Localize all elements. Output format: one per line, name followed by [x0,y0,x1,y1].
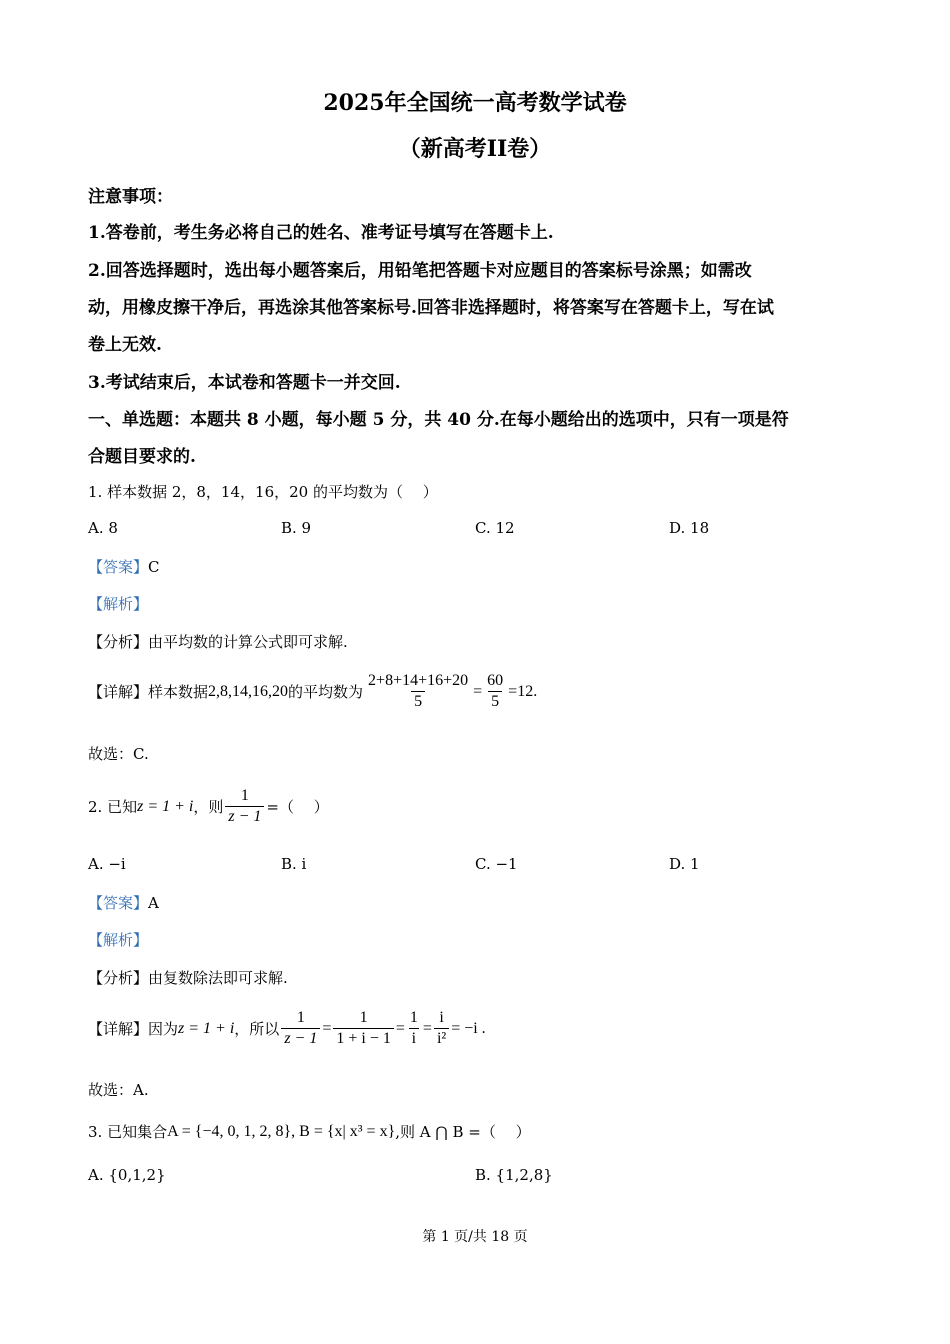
set-a: A = {−4, 0, 1, 2, 8} [167,1122,292,1140]
note-2-line-2: 动，用橡皮擦干净后，再选涂其他答案标号.回答非选择题时，将答案写在答题卡上，写在试 [88,298,774,318]
fraction-1 [281,1008,320,1049]
page-subtitle: （新高考II卷） [398,136,552,162]
fraction-denominator: i [409,1028,419,1049]
analysis-tag: 【分析】 [88,969,149,987]
q2-option-b: B. i [281,855,307,873]
q2-option-d: D. 1 [669,855,700,873]
fraction-denominator: 5 [411,691,425,712]
result: = −i . [451,1019,486,1037]
fraction-denominator: 1 + i − 1 [333,1028,394,1049]
q3-stem [88,1121,531,1142]
section-1-line-2: 合题目要求的. [88,447,196,467]
set-b: , B = {x| x³ = x} [291,1122,396,1140]
fraction-numerator: 1 [296,1009,305,1026]
fraction-2 [333,1008,394,1049]
q2-jiexi-tag: 【解析】 [88,931,149,949]
fraction-4 [434,1008,449,1049]
detail-tag: 【详解】 [88,1020,149,1038]
q2-option-c: C. −1 [475,855,518,873]
fraction-numerator: 1 [409,1009,418,1026]
fraction-numerator: 2+8+14+16+20 [368,672,469,689]
detail-z: z = 1 + i [178,1019,235,1037]
detail-pre: 因为 [148,1020,179,1038]
stem-mid: ，则 [193,798,224,816]
page-footer: 第 1 页/共 18 页 [422,1229,528,1245]
analysis-tag: 【分析】 [88,633,149,651]
section-1-line-1: 一、单选题：本题共 8 小题，每小题 5 分，共 40 分.在每小题给出的选项中，只有一项是符 [88,410,789,430]
fraction-3 [407,1008,421,1049]
note-2-line-1: 2.回答选择题时，选出每小题答案后，用铅笔把答题卡对应题目的答案标号涂黑；如需改 [88,261,752,281]
q1-conclusion: 故选：C. [88,745,149,763]
note-2-line-3: 卷上无效. [88,335,162,355]
equals-sign: = [422,1019,432,1037]
stem-post: =（ ） [266,798,329,816]
q1-option-c: C. 12 [475,519,515,537]
q3-option-b: B. {1,2,8} [475,1166,553,1184]
equals-sign: = [395,1019,405,1037]
detail-mid: 的平均数为 [288,683,364,701]
q2-option-a: A. −i [88,855,126,873]
detail-tag: 【详解】 [88,683,149,701]
answer-value: A [148,894,159,912]
q2-detail [88,1008,486,1049]
q2-conclusion: 故选：A. [88,1081,149,1099]
stem-pre: 3. 已知集合 [88,1123,168,1141]
result: =12. [508,682,538,700]
fraction-numerator: 60 [487,672,504,689]
stem-post: ,则 A ⋂ B =（ ） [395,1123,531,1141]
q1-detail [88,671,537,712]
note-1: 1.答卷前，考生务必将自己的姓名、准考证号填写在答题卡上. [88,223,554,243]
q1-answer [88,556,160,577]
q1-stem: 1. 样本数据 2，8，14，16，20 的平均数为（ ） [88,483,438,501]
answer-tag: 【答案】 [88,894,149,912]
fraction-sum [365,671,471,712]
note-3: 3.考试结束后，本试卷和答题卡一并交回. [88,373,401,393]
q1-jiexi-tag: 【解析】 [88,595,149,613]
equals-sign: = [473,682,483,700]
fraction-denominator: z − 1 [225,806,264,827]
fraction-reciprocal [225,786,264,827]
q1-analysis [88,631,348,652]
equals-sign: = [322,1019,332,1037]
fraction-denominator: z − 1 [281,1028,320,1049]
q2-analysis [88,967,288,988]
fraction-denominator: i² [434,1028,449,1049]
page-title: 2025年全国统一高考数学试卷 [323,90,627,116]
q1-option-b: B. 9 [281,519,312,537]
fraction-numerator: 1 [359,1009,368,1026]
detail-mid: ，所以 [234,1020,280,1038]
analysis-text: 由复数除法即可求解. [148,969,288,987]
fraction-numerator: i [439,1009,444,1026]
q3-option-a: A. {0,1,2} [88,1166,166,1184]
detail-pre: 样本数据 [148,683,209,701]
q2-stem [88,786,329,827]
stem-pre: 2. 已知 [88,798,138,816]
q2-answer [88,892,159,913]
z-definition: z = 1 + i [137,797,194,815]
q1-option-d: D. 18 [669,519,710,537]
fraction-denominator: 5 [488,691,502,712]
fraction-numerator: 1 [240,787,249,804]
notes-heading: 注意事项： [88,187,173,207]
analysis-text: 由平均数的计算公式即可求解. [148,633,348,651]
detail-data: 2,8,14,16,20 [208,682,289,700]
q1-option-a: A. 8 [88,519,118,537]
answer-value: C [148,558,160,576]
answer-tag: 【答案】 [88,558,149,576]
fraction-sixty [484,671,506,712]
